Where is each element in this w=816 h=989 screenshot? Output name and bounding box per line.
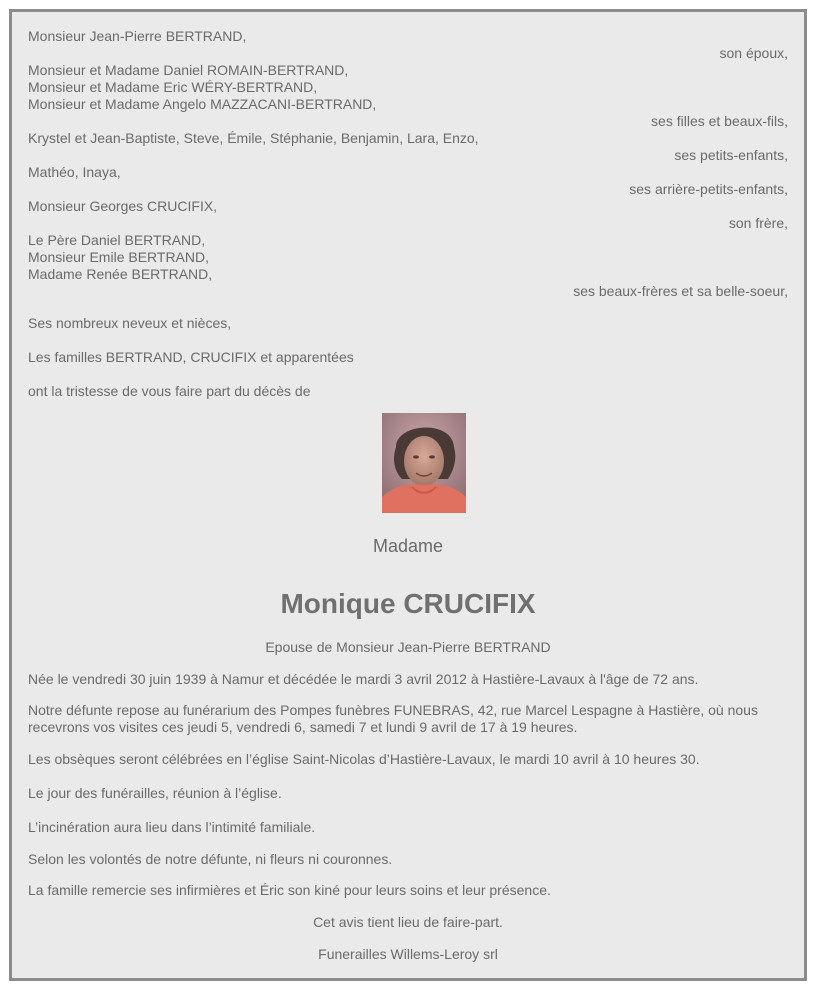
- spouse-relation: son époux,: [719, 45, 788, 61]
- repose-line-2: recevrons vos visites ces jeudi 5, vendredi 6, samedi 7 et lundi 9 avril de 17 à 19 heures.: [28, 719, 578, 735]
- deceased-name: Monique CRUCIFIX: [280, 588, 536, 619]
- grandchildren-relation: ses petits-enfants,: [674, 147, 788, 163]
- meeting-line: Le jour des funérailles, réunion à l’église.: [28, 785, 282, 801]
- daughter-line-1: Monsieur et Madame Daniel ROMAIN-BERTRAND,: [28, 62, 349, 78]
- nephews-line: Ses nombreux neveux et nièces,: [28, 315, 232, 331]
- brother-name: Monsieur Georges CRUCIFIX,: [28, 198, 218, 214]
- obituary-content: [28, 12, 788, 978]
- in-law-line-2: Monsieur Emile BERTRAND,: [28, 249, 210, 265]
- daughter-line-3: Monsieur et Madame Angelo MAZZACANI-BERTRAND,: [28, 96, 377, 112]
- deceased-title: Madame: [372, 536, 444, 556]
- company-name: Funerailles Willems-Leroy srl: [318, 946, 498, 962]
- portrait-photo: [382, 413, 466, 513]
- cremation-line: L’incinération aura lieu dans l’intimité familiale.: [28, 819, 316, 835]
- obituary-card: [9, 9, 807, 981]
- great-grandchildren-names: Mathéo, Inaya,: [28, 164, 121, 180]
- in-law-line-1: Le Père Daniel BERTRAND,: [28, 232, 206, 248]
- funeral-line: Les obsèques seront célébrées en l’église Saint-Nicolas d’Hastière-Lavaux, le mardi 10 avril à 10 heures 30.: [28, 751, 700, 767]
- thanks-line: La famille remercie ses infirmières et Éric son kiné pour leurs soins et leur présence.: [28, 882, 551, 898]
- brother-relation: son frère,: [728, 215, 788, 231]
- daughters-relation: ses filles et beaux-fils,: [651, 113, 788, 129]
- spouse-name: Monsieur Jean-Pierre BERTRAND,: [28, 28, 247, 44]
- daughter-line-2: Monsieur et Madame Eric WÉRY-BERTRAND,: [28, 79, 318, 95]
- great-grandchildren-relation: ses arrière-petits-enfants,: [629, 181, 788, 197]
- repose-line-1: Notre défunte repose au funérarium des Pompes funèbres FUNEBRAS, 42, rue Marcel Lespagne à Hastière, où nous: [28, 702, 758, 718]
- flowers-line: Selon les volontés de notre défunte, ni fleurs ni couronnes.: [28, 851, 393, 867]
- in-laws-relation: ses beaux-frères et sa belle-soeur,: [573, 283, 788, 299]
- birth-death-line: Née le vendredi 30 juin 1939 à Namur et décédée le mardi 3 avril 2012 à Hastière-Lavaux à l'âge de 72 ans.: [28, 671, 699, 687]
- announcement-line: ont la tristesse de vous faire part du décès de: [28, 383, 311, 399]
- notice-line: Cet avis tient lieu de faire-part.: [313, 914, 503, 930]
- families-line: Les familles BERTRAND, CRUCIFIX et apparentées: [28, 349, 354, 365]
- grandchildren-names: Krystel et Jean-Baptiste, Steve, Émile, Stéphanie, Benjamin, Lara, Enzo,: [28, 130, 479, 146]
- deceased-spouse-line: Epouse de Monsieur Jean-Pierre BERTRAND: [265, 639, 551, 655]
- in-law-line-3: Madame Renée BERTRAND,: [28, 266, 213, 282]
